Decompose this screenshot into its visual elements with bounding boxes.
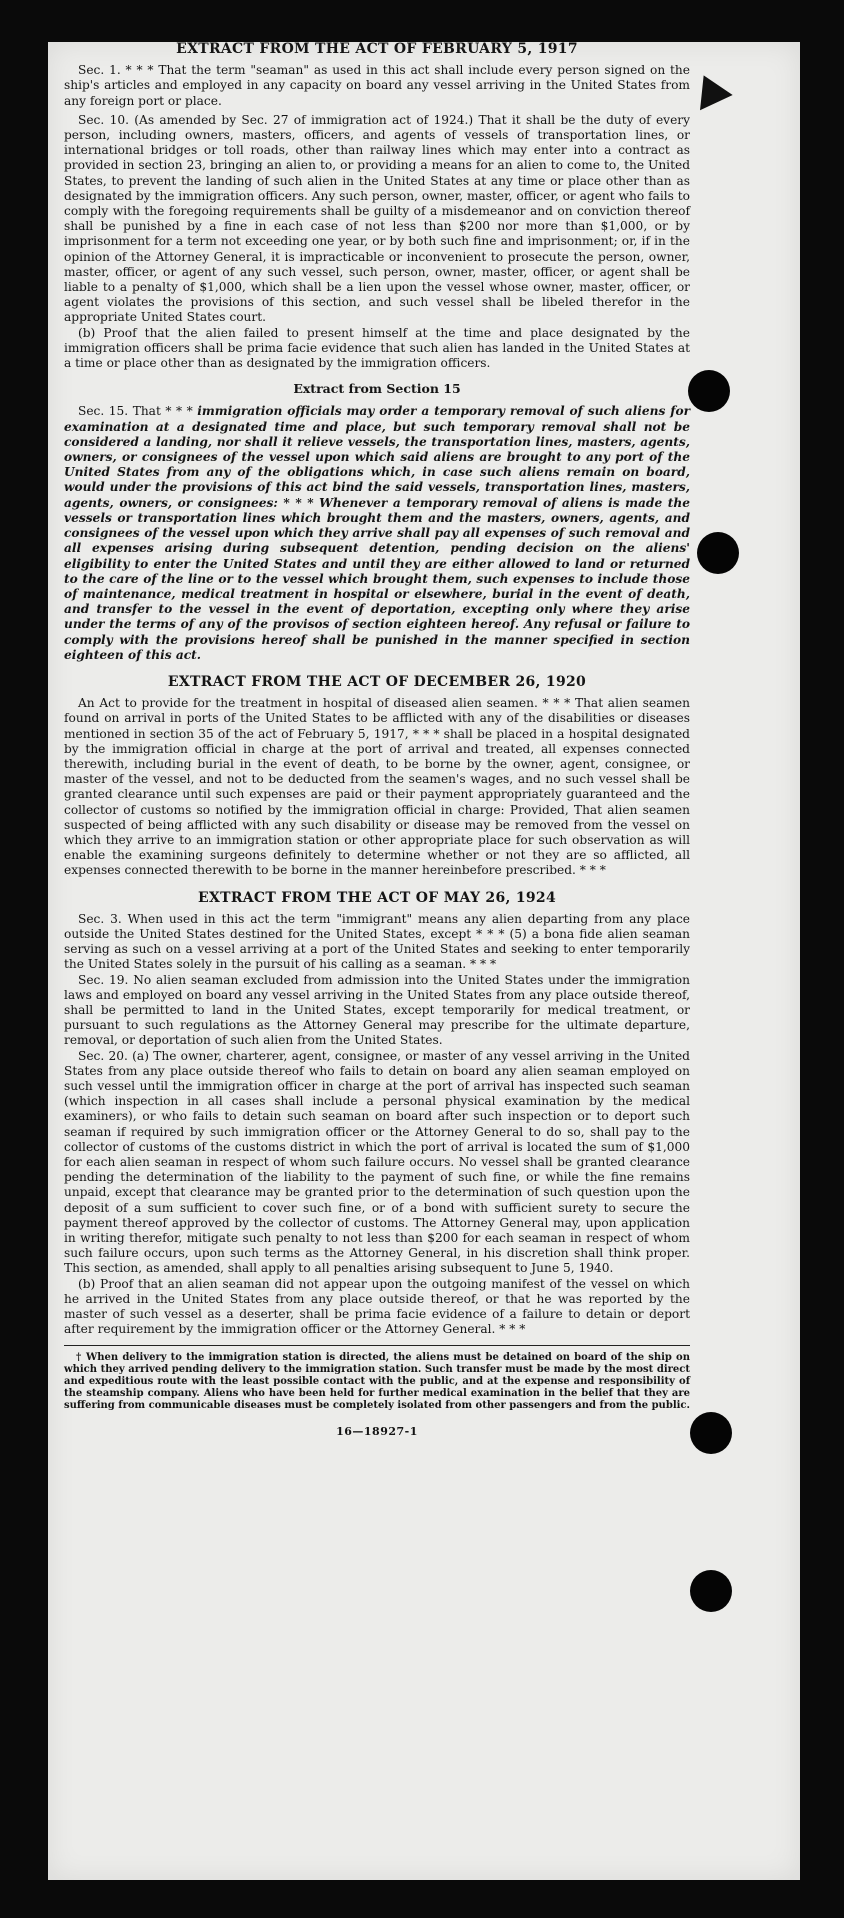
paragraph-sec-19: Sec. 19. No alien seaman excluded from admission into the United States under the immigration laws and employed on board any vessel arriving in the United States from any place outside thereof, shall be permitted to land in the United States, except temporarily for medical treatment, or pursuant to such regulations as the Attorney General may prescribe for the ultimate departure, removal, or deportation of such alien from the United States. — [64, 972, 690, 1048]
heading-act-1917: EXTRACT FROM THE ACT OF FEBRUARY 5, 1917 — [176, 41, 578, 57]
document-body — [64, 42, 690, 1440]
sec-15-body: immigration officials may order a temporary removal of such aliens for examination at a designated time and place, but such temporary removal shall not be considered a landing, nor shall it relieve vessels, the transportation lines, masters, agents, owners, or consignees of the vessel upon which said aliens are brought to any port of the United States from any of the obligations which, in case such aliens remain on board, would under the provisions of this act bind the said vessels, transportation lines, masters, agents, owners, or consignees: * * * Whenever a temporary removal of aliens is made the vessels or transportation lines which brought them and the masters, owners, agents, and consignees of the vessel upon which they arrive shall pay all expenses of such removal and all expenses arising during subsequent detention, pending decision on the aliens' eligibility to enter the United States and until they are either allowed to land or returned to the care of the line or to the vessel which brought them, such expenses to include those of maintenance, medical treatment in hospital or elsewhere, burial in the event of death, and transfer to the vessel in the event of deportation, excepting only where they arise under the terms of any of the provisos of section eighteen hereof. Any refusal or failure to comply with the provisions hereof shall be punished in the manner specified in section eighteen of this act. — [64, 404, 691, 662]
footnote-divider — [64, 1345, 690, 1346]
heading-act-1924: EXTRACT FROM THE ACT OF MAY 26, 1924 — [197, 889, 557, 906]
punch-hole — [697, 532, 739, 574]
paragraph-sec-10b: (b) Proof that the alien failed to present himself at the time and place designated by the immigration officers shall be prima facie evidence that such alien has landed in the United States at a time or place other than as designated by the immigration officers. — [64, 325, 690, 371]
paragraph-act-1920: An Act to provide for the treatment in hospital of diseased alien seamen. * * * That alien seamen found on arrival in ports of the United States to be afflicted with any of the disabilities or diseases mentioned in section 35 of the act of February 5, 1917, * * * shall be placed in a hospital designated by the immigration official in charge at the port of arrival and treated, all expenses connected therewith, including burial in the event of death, to be borne by the owner, agent, consignee, or master of the vessel, and not to be deducted from the seamen's wages, and no such vessel shall be granted clearance until such expenses are paid or their payment appropriately guaranteed and the collector of customs so notified by the immigration official in charge: Provided, That alien seamen suspected of being afflicted with any such disability or disease may be removed from the vessel on which they arrive to an immigration station or other appropriate place for such observation as will enable the examining surgeons definitely to determine whether or not they are so afflicted, all expenses connected therewith to be borne in the manner hereinbefore prescribed. * * * — [64, 696, 690, 878]
paragraph-sec-1: Sec. 1. * * * That the term "seaman" as used in this act shall include every person signed on the ship's articles and employed in any capacity on board any vessel arriving in the United States from any foreign port or place. — [64, 63, 690, 108]
heading-section-15: Extract from Section 15 — [293, 381, 461, 397]
footnote — [64, 1352, 690, 1412]
form-code: 16—18927-1 — [336, 1425, 418, 1439]
paragraph-sec-20b: (b) Proof that an alien seaman did not appear upon the outgoing manifest of the vessel on which he arrived in the United States from any place outside thereof, or that he was reported by the master of such vessel as a deserter, shall be prima facie evidence of a failure to detain or deport after requirement by the immigration officer or the Attorney General. * * * — [64, 1276, 690, 1337]
paragraph-sec-3: Sec. 3. When used in this act the term "immigrant" means any alien departing from any place outside the United States destined for the United States, except * * * (5) a bona fide alien seaman serving as such on a vessel arriving at a port of the United States and seeking to enter temporarily the United States solely in the pursuit of his calling as a seaman. * * * — [64, 911, 690, 972]
heading-act-1920: EXTRACT FROM THE ACT OF DECEMBER 26, 1920 — [167, 673, 587, 690]
punch-hole — [690, 1412, 732, 1454]
sec-15-lead: Sec. 15. That * * * — [78, 404, 193, 419]
footnote-text: † When delivery to the immigration station is directed, the aliens must be detained on board of the ship on which they arrived pending delivery to the immigration station. Such transfer must be made by the most direct and expeditious route with the least possible contact with the public, and at the expense and responsibility of the steamship company. Aliens who have been held for further medical examination in the belief that they are suffering from communicable diseases must be completely isolated from other passengers and from the public. — [64, 1352, 690, 1412]
paragraph-sec-15 — [64, 404, 690, 662]
punch-hole — [690, 1570, 732, 1612]
paragraph-sec-10: Sec. 10. (As amended by Sec. 27 of immigration act of 1924.) That it shall be the duty of every person, including owners, masters, officers, and agents of vessels of transportation lines, or international bridges or toll roads, other than railway lines which may enter into a contract as provided in section 23, bringing an alien to, or providing a means for an alien to come to, the United States, to prevent the landing of such alien in the United States at any time or place other than as designated by the immigration officers. Any such person, owner, master, officer, or agent who fails to comply with the foregoing requirements shall be guilty of a misdemeanor and on conviction thereof shall be punished by a fine in each case of not less than $200 nor more than $1,000, or by imprisonment for a term not exceeding one year, or by both such fine and imprisonment; or, if in the opinion of the Attorney General, it is impracticable or inconvenient to prosecute the person, owner, master, officer, or agent of any such vessel, such person, owner, master, officer, or agent shall be liable to a penalty of $1,000, which shall be a lien upon the vessel whose owner, master, officer, or agent violates the provisions of this section, and such vessel shall be libeled therefor in the appropriate United States court. — [64, 112, 690, 325]
paragraph-sec-20a: Sec. 20. (a) The owner, charterer, agent, consignee, or master of any vessel arriving in the United States from any place outside thereof who fails to detain on board any alien seaman employed on such vessel until the immigration officer in charge at the port of arrival has inspected such seaman (which inspection in all cases shall include a personal physical examination by the medical examiners), or who fails to detain such seaman on board after such inspection or to deport such seaman if required by such immigration officer or the Attorney General to do so, shall pay to the collector of customs of the customs district in which the port of arrival is located the sum of $1,000 for each alien seaman in respect of whom such failure occurs. No vessel shall be granted clearance pending the determination of the liability to the payment of such fine, or while the fine remains unpaid, except that clearance may be granted prior to the determination of such question upon the deposit of a sum sufficient to cover such fine, or of a bond with sufficient surety to secure the payment thereof approved by the collector of customs. The Attorney General may, upon application in writing therefor, mitigate such penalty to not less than $200 for each seaman in respect of whom such failure occurs, upon such terms as the Attorney General, in his discretion shall think proper. This section, as amended, shall apply to all penalties arising subsequent to June 5, 1940. — [64, 1048, 690, 1276]
punch-hole — [688, 370, 730, 412]
